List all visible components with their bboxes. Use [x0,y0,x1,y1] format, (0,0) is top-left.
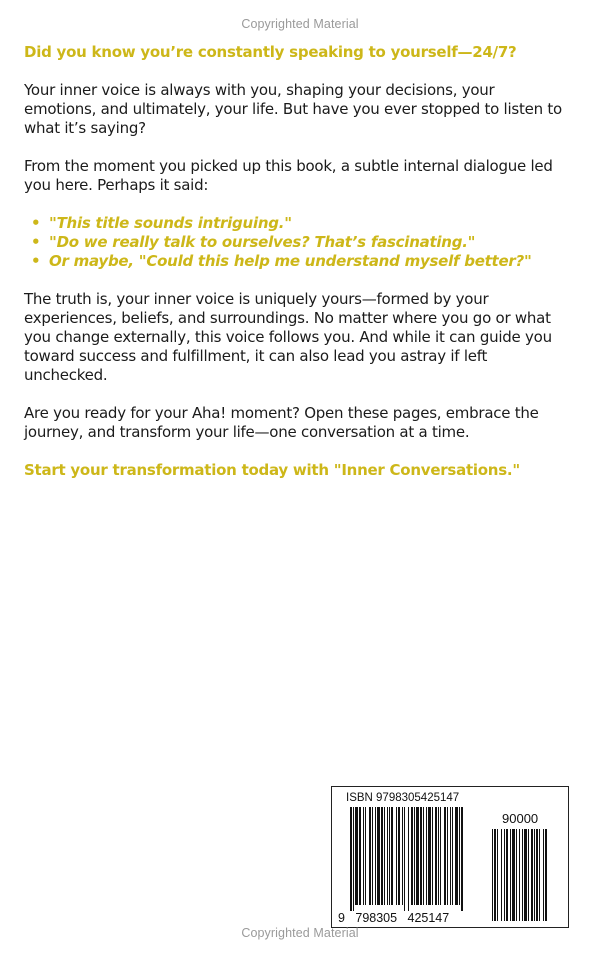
price-code: 90000 [502,811,539,826]
addon-bar [497,829,498,921]
list-item [24,252,569,271]
barcode-bar [423,807,424,905]
barcode-bar [438,807,439,905]
copyright-watermark-top: Copyrighted Material [241,17,359,31]
paragraph-internal-dialogue: From the moment you picked up this book, a subtle internal dialogue led you here. Perhaps it said: [24,157,553,194]
barcode-bar [432,807,433,905]
barcode-bar [398,807,400,905]
addon-bar [528,829,529,921]
barcode-bar [387,807,388,905]
addon-bar [539,829,540,921]
barcode-bar [372,807,373,905]
bullet-icon: • [31,233,41,251]
isbn-label: ISBN 9798305425147 [346,792,460,804]
barcode-bar [440,807,441,905]
barcode-bar [461,807,463,911]
barcode-bar [381,807,383,905]
barcode-bar [359,807,361,905]
barcode-bar [350,807,352,911]
barcode-bar [389,807,390,905]
addon-bar [522,829,523,921]
barcode-bar [402,807,403,905]
list-item [24,233,569,252]
barcode-bar [450,807,451,905]
paragraph-truth: The truth is, your inner voice is uniquely yours—formed by your experiences, beliefs, and surroundings. No matter where you go or what you change externally, this voice follows you. And while it can guide you toward success and fulfillment, it can also lead you astray if left unchecked. [24,290,552,384]
bullet-icon: • [31,214,41,232]
isbn-barcode [331,786,569,928]
quote-text: "Do we really talk to ourselves? That’s fascinating." [49,233,476,251]
addon-bar [545,829,547,921]
addon-bar [524,829,527,921]
addon-bar [543,829,544,921]
addon-bar [506,829,508,921]
addon-bar [534,829,535,921]
barcode-bar [459,807,460,905]
closing-call-to-action: Start your transformation today with "Inner Conversations." [24,461,520,479]
barcode-bar [353,807,354,911]
barcode-bar [428,807,431,905]
barcode-bar [363,807,364,905]
barcode-bar [426,807,427,905]
barcode-bar [455,807,458,905]
addon-bar [494,829,496,921]
addon-bar [531,829,533,921]
barcode-bar [375,807,376,905]
paragraph-inner-voice: Your inner voice is always with you, shaping your decisions, your emotions, and ultimately, your life. But have you ever stopped to listen to what it’s saying? [24,81,562,137]
isbn-digits: 9 798305 425147 [338,911,450,925]
barcode-bar [420,807,422,905]
paragraph-aha-moment: Are you ready for your Aha! moment? Open these pages, embrace the journey, and transform your life—one conversation at a time. [24,404,539,441]
barcode-bar [369,807,371,905]
copyright-watermark-bottom: Copyrighted Material [241,926,359,940]
barcode-bar [452,807,453,905]
barcode-bar [377,807,380,905]
quote-text: Or maybe, "Could this help me understand myself better?" [49,252,532,270]
bullet-icon: • [31,252,41,270]
barcode-bar [396,807,397,905]
barcode-bar [414,807,415,905]
barcode-bar [391,807,393,905]
back-cover-blurb [24,43,569,480]
barcode-bar [408,807,409,911]
addon-bar [492,829,493,921]
barcode-bar [355,807,358,905]
barcode-bar [404,807,405,911]
barcode-bar [365,807,366,905]
addon-bar [510,829,511,921]
addon-bar [501,829,502,921]
addon-bar [504,829,505,921]
barcode-bar [444,807,446,905]
addon-bar [536,829,538,921]
barcode-bar [384,807,385,905]
addon-bar [519,829,520,921]
barcode-bar [416,807,419,905]
barcode-bar [435,807,437,905]
barcode-bar [447,807,448,905]
quote-list [24,214,569,271]
quote-text: "This title sounds intriguing." [49,214,292,232]
addon-bar [512,829,515,921]
barcode-bars [332,787,568,927]
list-item [24,214,569,233]
headline: Did you know you’re constantly speaking to yourself—24/7? [24,43,517,61]
addon-bar [516,829,517,921]
barcode-bar [411,807,413,905]
